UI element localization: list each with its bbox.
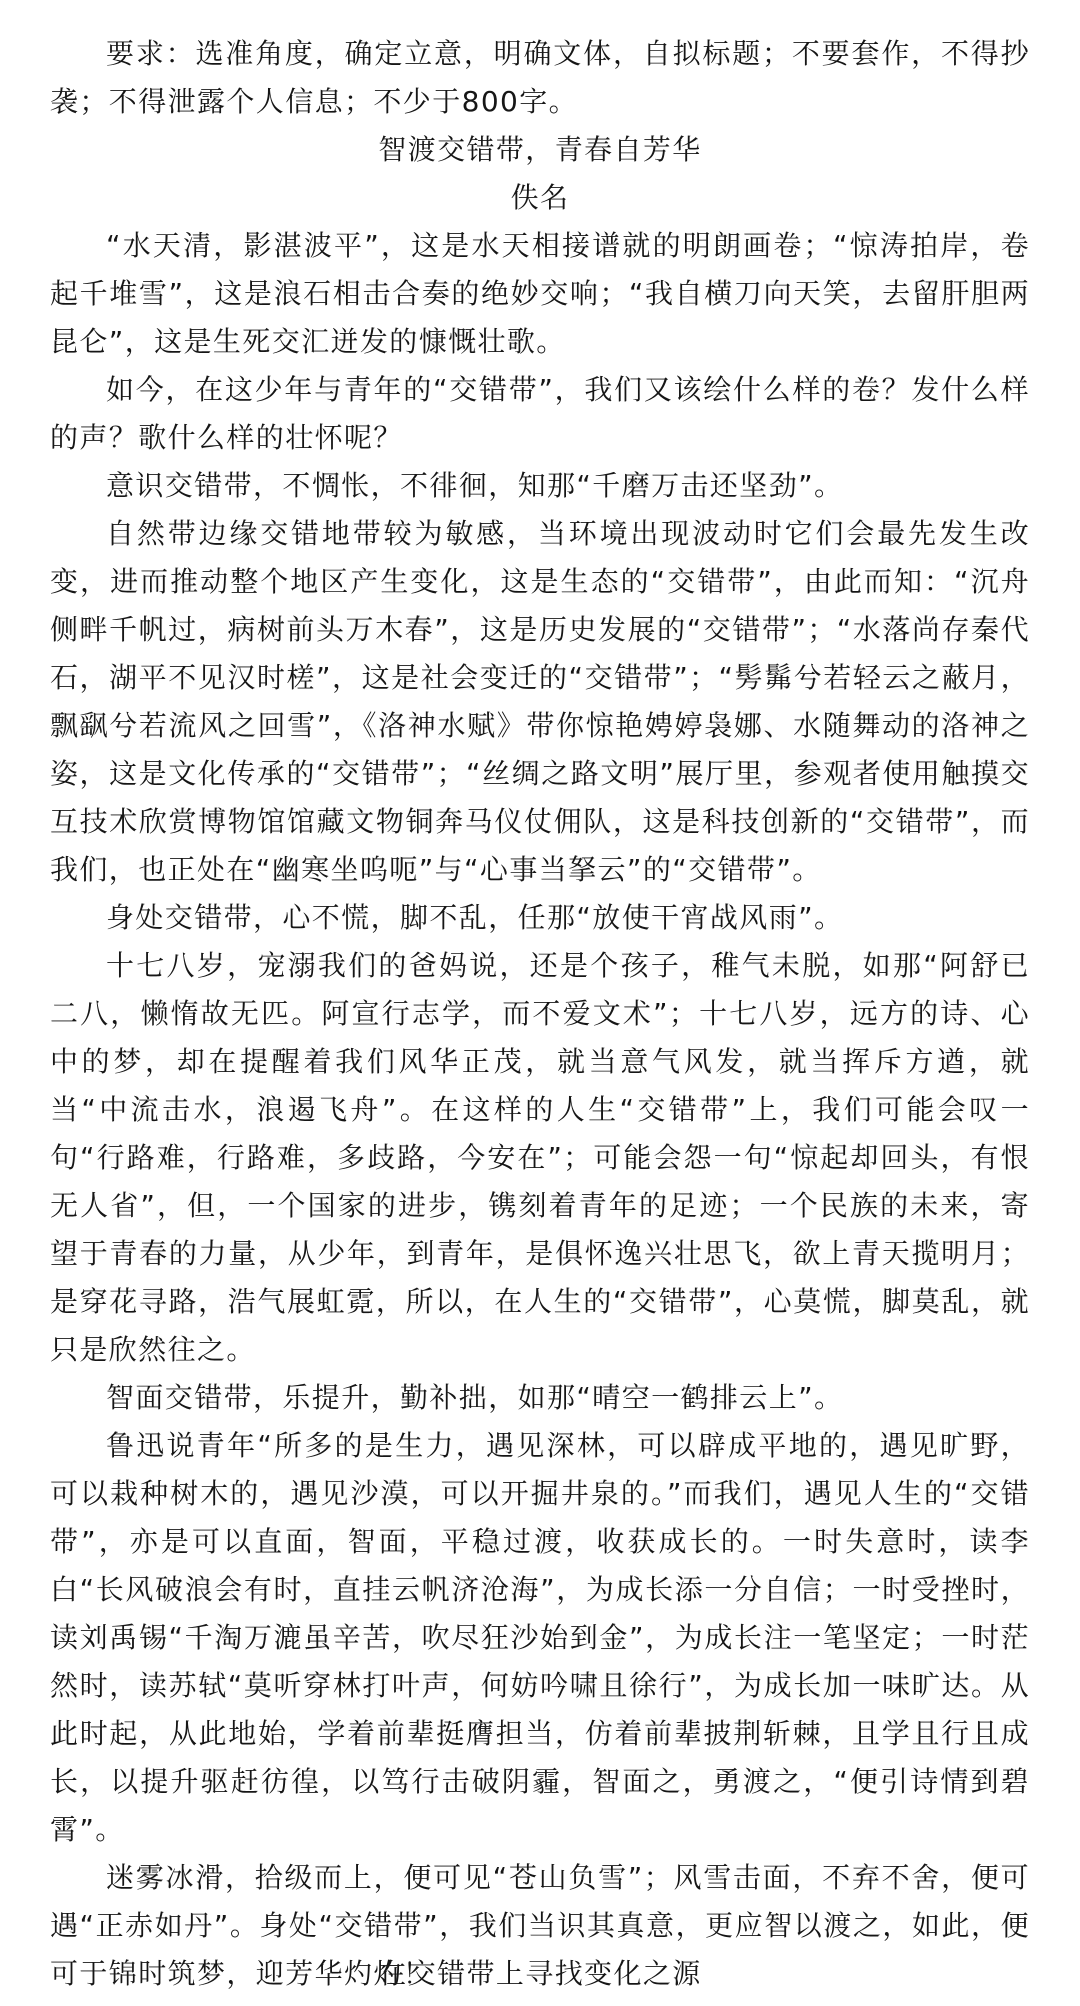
essay-paragraph-3: 意识交错带，不惆怅，不徘徊，知那“千磨万击还坚劲”。 (106, 469, 844, 502)
essay-paragraph-7: 智面交错带，乐提升，勤补拙，如那“晴空一鹤排云上”。 (106, 1381, 844, 1414)
essay-paragraph-9: 迷雾冰滑，拾级而上，便可见“苍山负雪”；风雪击面，不弃不舍，便可遇“正赤如丹”。身处“交错带”，我们当识其真意，更应智以渡之，如此，便可于锦时筑梦，迎芳华灼灼！ (50, 1861, 1030, 1990)
essay-author: 佚名 (510, 181, 570, 214)
requirement-text: 要求：选准角度，确定立意，明确文体，自拟标题；不要套作，不得抄袭；不得泄露个人信息；不少于800字。 (50, 37, 1030, 118)
essay-paragraph-8: 鲁迅说青年“所多的是生力，遇见深林，可以辟成平地的，遇见旷野，可以栽种树木的，遇见沙漠，可以开掘井泉的。”而我们，遇见人生的“交错带”，亦是可以直面，智面，平稳过渡，收获成长的。一时失意时，读李白“长风破浪会有时，直挂云帆济沧海”，为成长添一分自信；一时受挫时，读刘禹锡“千淘万漉虽辛苦，吹尽狂沙始到金”，为成长注一笔坚定；一时茫然时，读苏轼“莫听穿林打叶声，何妨吟啸且徐行”，为成长加一味旷达。从此时起，从此地始，学着前辈挺膺担当，仿着前辈披荆斩棘，且学且行且成长，以提升驱赶彷徨，以笃行击破阴霾，智面之，勇渡之，“便引诗情到碧霄”。 (50, 1429, 1030, 1846)
essay-paragraph-1: “水天清，影湛波平”，这是水天相接谱就的明朗画卷；“惊涛拍岸，卷起千堆雪”，这是浪石相击合奏的绝妙交响；“我自横刀向天笑，去留肝胆两昆仑”，这是生死交汇迸发的慷慨壮歌。 (50, 229, 1030, 358)
essay-paragraph-6: 十七八岁，宠溺我们的爸妈说，还是个孩子，稚气未脱，如那“阿舒已二八，懒惰故无匹。阿宣行志学，而不爱文术”；十七八岁，远方的诗、心中的梦，却在提醒着我们风华正茂，就当意气风发，就当挥斥方遒，就当“中流击水，浪遏飞舟”。在这样的人生“交错带”上，我们可能会叹一句“行路难，行路难，多歧路，今安在”；可能会怨一句“惊起却回头，有恨无人省”，但，一个国家的进步，镌刻着青年的足迹；一个民族的未来，寄望于青春的力量，从少年，到青年，是俱怀逸兴壮思飞，欲上青天揽明月；是穿花寻路，浩气展虹霓，所以，在人生的“交错带”，心莫慌，脚莫乱，就只是欣然往之。 (50, 949, 1030, 1366)
next-essay-title: 在交错带上寻找变化之源 (378, 1957, 702, 1990)
essay-paragraph-4: 自然带边缘交错地带较为敏感，当环境出现波动时它们会最先发生改变，进而推动整个地区产生变化，这是生态的“交错带”，由此而知：“沉舟侧畔千帆过，病树前头万木春”，这是历史发展的“交错带”；“水落尚存秦代石，湖平不见汉时槎”，这是社会变迁的“交错带”；“髣髴兮若轻云之蔽月，飘飖兮若流风之回雪”，《洛神水赋》带你惊艳娉婷袅娜、水随舞动的洛神之姿，这是文化传承的“交错带”；“丝绸之路文明”展厅里，参观者使用触摸交互技术欣赏博物馆馆藏文物铜奔马仪仗佣队，这是科技创新的“交错带”，而我们，也正处在“幽寒坐呜呃”与“心事当拏云”的“交错带”。 (50, 517, 1030, 886)
essay-title: 智渡交错带，青春自芳华 (378, 133, 702, 166)
essay-page (50, 30, 1030, 1998)
essay-paragraph-2: 如今，在这少年与青年的“交错带”，我们又该绘什么样的卷？发什么样的声？歌什么样的壮怀呢？ (50, 373, 1030, 454)
essay-paragraph-5: 身处交错带，心不慌，脚不乱，任那“放使干宵战风雨”。 (106, 901, 844, 934)
